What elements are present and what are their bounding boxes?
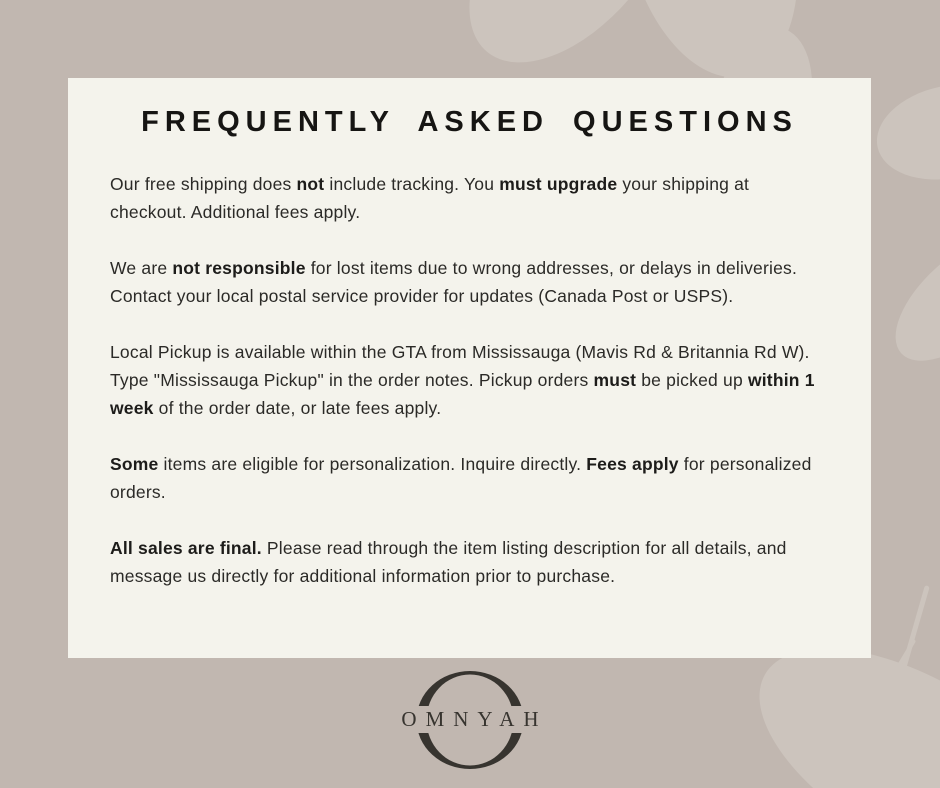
faq-text: items are eligible for personalization. Inquire directly. [158, 454, 587, 474]
faq-text: Please read through the item listing description for all details, and message us directly for additional information prior to purchase. [110, 538, 787, 586]
faq-paragraph [110, 338, 829, 422]
faq-text-bold: not responsible [172, 258, 306, 278]
faq-text: Our free shipping does [110, 174, 297, 194]
faq-text-bold: Some [110, 454, 159, 474]
faq-text-bold: must [593, 370, 637, 390]
faq-text: include tracking. You [324, 174, 500, 194]
faq-card [68, 78, 871, 658]
faq-text: of the order date, or late fees apply. [153, 398, 442, 418]
faq-text: for personalized orders. [110, 454, 812, 502]
faq-text-bold: All sales are final. [110, 538, 262, 558]
leaf-decoration-icon [868, 72, 940, 192]
leaf-decoration-icon [874, 213, 940, 383]
faq-text-bold: not [296, 174, 325, 194]
faq-text-bold: within 1 week [110, 370, 815, 418]
faq-text-bold: must upgrade [499, 174, 618, 194]
brand-logo [395, 662, 548, 782]
brand-name: OMNYAH [401, 707, 548, 731]
faq-text: be picked up [636, 370, 748, 390]
faq-paragraph [110, 170, 829, 226]
faq-text: for lost items due to wrong addresses, or delays in deliveries. Contact your local postal service provider for updates (Canada Post or USPS). [110, 258, 798, 306]
faq-paragraph-list [110, 170, 829, 590]
faq-paragraph [110, 254, 829, 310]
faq-text: We are [110, 258, 173, 278]
faq-text: Local Pickup is available within the GTA from Mississauga (Mavis Rd & Britannia Rd W). Type "Mississauga Pickup" in the order notes. Pickup orders [110, 342, 810, 390]
page-title: FREQUENTLY ASKED QUESTIONS [141, 106, 798, 138]
faq-paragraph [110, 534, 829, 590]
faq-paragraph [110, 450, 829, 506]
faq-text: your shipping at checkout. Additional fees apply. [110, 174, 750, 222]
faq-text-bold: Fees apply [586, 454, 679, 474]
